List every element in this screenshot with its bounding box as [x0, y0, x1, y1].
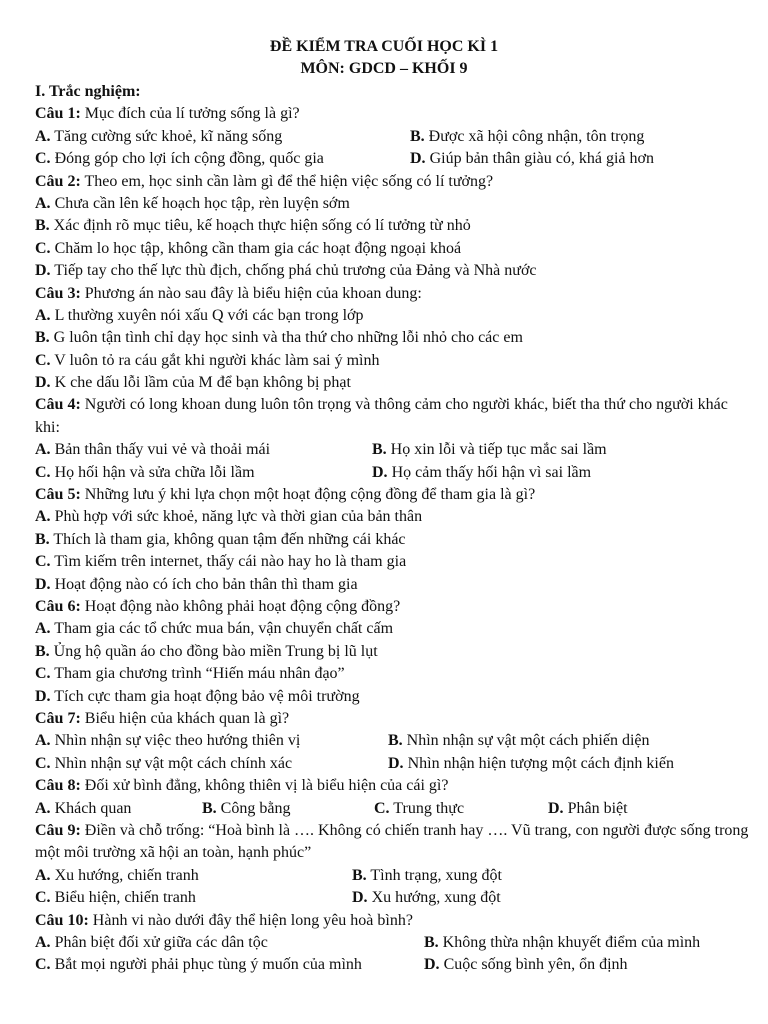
option-c: [35, 462, 255, 484]
options-row: [35, 798, 750, 820]
option-text: Họ hối hận và sửa chữa lỗi lầm: [54, 463, 255, 481]
option-letter: B.: [388, 732, 403, 750]
option-d: [35, 686, 750, 708]
question-9: [35, 820, 750, 865]
option-b: [35, 529, 750, 551]
question-3: [35, 283, 750, 305]
option-text: Hoạt động nào có ích cho bản thân thì tham gia: [54, 575, 358, 593]
option-text: Tiếp tay cho thế lực thù địch, chống phá chủ trương của Đảng và Nhà nước: [54, 262, 537, 280]
question-1: [35, 103, 750, 125]
option-d: [372, 462, 591, 484]
option-a: [35, 439, 270, 461]
option-b: [352, 865, 502, 887]
option-d: [548, 798, 628, 820]
option-text: Công bằng: [220, 799, 291, 817]
option-letter: A.: [35, 441, 51, 459]
question-label: Câu 5:: [35, 486, 81, 504]
option-text: V luôn tỏ ra cáu gắt khi người khác làm sai ý mình: [54, 351, 380, 369]
option-d: [35, 260, 750, 282]
question-5: [35, 484, 750, 506]
option-text: Xu hướng, chiến tranh: [54, 866, 199, 884]
option-a: [35, 932, 268, 954]
option-text: Được xã hội công nhận, tôn trọng: [428, 127, 645, 145]
option-letter: D.: [548, 799, 564, 817]
option-letter: C.: [35, 463, 51, 481]
option-text: Không thừa nhận khuyết điểm của mình: [442, 933, 701, 951]
option-text: K che dấu lỗi lầm của M để bạn không bị phạt: [54, 374, 351, 392]
option-text: Phân biệt đối xử giữa các dân tộc: [54, 933, 268, 951]
question-text: Phương án nào sau đây là biểu hiện của khoan dung:: [84, 284, 422, 302]
option-letter: C.: [35, 239, 51, 257]
option-text: Họ cảm thấy hối hận vì sai lầm: [391, 463, 592, 481]
option-letter: B.: [352, 866, 367, 884]
option-b: [35, 327, 750, 349]
question-label: Câu 1:: [35, 105, 81, 123]
exam-content: [35, 81, 750, 977]
options-row: [35, 954, 750, 976]
option-text: Tham gia các tổ chức mua bán, vận chuyển chất cấm: [54, 620, 394, 638]
option-letter: C.: [35, 889, 51, 907]
exam-subject: MÔN: GDCD – KHỐI 9: [300, 60, 468, 77]
option-text: Cuộc sống bình yên, ổn định: [443, 956, 628, 974]
option-letter: A.: [35, 306, 51, 324]
option-text: L thường xuyên nói xấu Q với các bạn trong lớp: [54, 306, 364, 324]
option-letter: A.: [35, 620, 51, 638]
question-4: [35, 394, 750, 439]
option-text: Họ xin lỗi và tiếp tục mắc sai lầm: [390, 441, 607, 459]
option-letter: C.: [374, 799, 390, 817]
option-a: [35, 798, 131, 820]
option-a: [35, 305, 750, 327]
option-c: [35, 350, 750, 372]
option-text: Thích là tham gia, không quan tậm đến những cái khác: [53, 530, 406, 548]
option-letter: A.: [35, 508, 51, 526]
option-a: [35, 506, 750, 528]
option-text: Phân biệt: [567, 799, 628, 817]
option-letter: C.: [35, 351, 51, 369]
question-6: [35, 596, 750, 618]
question-text: Theo em, học sinh cần làm gì để thể hiện việc sống có lí tưởng?: [84, 172, 494, 190]
question-label: Câu 4:: [35, 396, 81, 414]
option-letter: D.: [35, 575, 51, 593]
question-label: Câu 9:: [35, 821, 81, 839]
option-letter: B.: [35, 217, 50, 235]
question-8: [35, 775, 750, 797]
question-10: [35, 910, 750, 932]
option-letter: A.: [35, 799, 51, 817]
option-text: Nhìn nhận sự vật một cách phiến diện: [406, 732, 650, 750]
option-letter: B.: [410, 127, 425, 145]
option-text: Xác định rõ mục tiêu, kế hoạch thực hiện sống có lí tưởng từ nhỏ: [53, 217, 471, 235]
option-b: [410, 126, 644, 148]
option-text: Đóng góp cho lợi ích cộng đồng, quốc gia: [54, 150, 324, 168]
option-text: Tìm kiếm trên internet, thấy cái nào hay ho là tham gia: [54, 553, 407, 571]
option-text: Tình trạng, xung đột: [370, 866, 502, 884]
option-letter: A.: [35, 732, 51, 750]
option-c: [35, 663, 750, 685]
option-text: Nhìn nhận hiện tượng một cách định kiến: [407, 754, 674, 772]
option-b: [35, 215, 750, 237]
option-c: [35, 954, 362, 976]
question-text: Hoạt động nào không phải hoạt động cộng đồng?: [84, 598, 401, 616]
option-text: Ủng hộ quần áo cho đồng bào miền Trung bị lũ lụt: [53, 642, 378, 660]
question-label: Câu 6:: [35, 598, 81, 616]
option-text: Nhìn nhận sự vật một cách chính xác: [54, 754, 293, 772]
option-text: Chăm lo học tập, không cần tham gia các hoạt động ngoại khoá: [54, 239, 462, 257]
option-letter: A.: [35, 127, 51, 145]
option-letter: B.: [35, 530, 50, 548]
option-letter: D.: [388, 754, 404, 772]
option-d: [35, 574, 750, 596]
option-c: [35, 887, 196, 909]
option-text: Nhìn nhận sự việc theo hướng thiên vị: [54, 732, 301, 750]
option-a: [35, 193, 750, 215]
option-a: [35, 730, 300, 752]
option-d: [35, 372, 750, 394]
exam-title: ĐỀ KIỂM TRA CUỐI HỌC KÌ 1: [269, 38, 499, 55]
option-letter: D.: [352, 889, 368, 907]
question-text: Đối xử bình đẳng, không thiên vị là biểu hiện của cái gì?: [84, 777, 449, 795]
option-letter: B.: [424, 933, 439, 951]
question-text: Điền và chỗ trống: “Hoà bình là …. Không có chiến tranh hay …. Vũ trang, con người được sống trong một môi trường xã hội an toàn, hạnh phúc”: [35, 821, 749, 862]
option-text: Tăng cường sức khoẻ, kĩ năng sống: [54, 127, 283, 145]
option-text: Tham gia chương trình “Hiến máu nhân đạo”: [54, 665, 345, 683]
question-text: Biểu hiện của khách quan là gì?: [84, 709, 290, 727]
option-text: G luôn tận tình chỉ dạy học sinh và tha thứ cho những lỗi nhỏ cho các em: [53, 329, 523, 347]
option-letter: B.: [202, 799, 217, 817]
option-d: [410, 148, 654, 170]
option-letter: C.: [35, 754, 51, 772]
option-text: Giúp bản thân giàu có, khá giả hơn: [429, 150, 654, 168]
option-letter: D.: [35, 374, 51, 392]
options-row: [35, 932, 750, 954]
option-d: [424, 954, 628, 976]
option-c: [35, 238, 750, 260]
options-row: [35, 887, 750, 909]
option-letter: D.: [410, 150, 426, 168]
section-heading: I. Trắc nghiệm:: [35, 83, 141, 100]
question-text: Người có long khoan dung luôn tôn trọng và thông cảm cho người khác, biết tha thứ cho người khác khi:: [35, 396, 728, 436]
question-label: Câu 2:: [35, 172, 81, 190]
options-row: [35, 148, 750, 170]
option-b: [202, 798, 290, 820]
question-text: Những lưu ý khi lựa chọn một hoạt động cộng đồng để tham gia là gì?: [84, 486, 536, 504]
question-text: Mục đích của lí tưởng sống là gì?: [84, 105, 300, 123]
option-a: [35, 126, 282, 148]
option-letter: B.: [35, 329, 50, 347]
option-text: Tích cực tham gia hoạt động bảo vệ môi trường: [54, 687, 360, 705]
option-letter: C.: [35, 150, 51, 168]
option-text: Bắt mọi người phải phục tùng ý muốn của mình: [54, 956, 362, 974]
option-letter: C.: [35, 665, 51, 683]
option-c: [374, 798, 464, 820]
option-text: Khách quan: [54, 799, 132, 817]
question-label: Câu 7:: [35, 709, 81, 727]
option-a: [35, 618, 750, 640]
option-text: Biểu hiện, chiến tranh: [54, 889, 196, 907]
options-row: [35, 730, 750, 752]
options-row: [35, 865, 750, 887]
option-c: [35, 148, 324, 170]
options-row: [35, 439, 750, 461]
option-letter: B.: [35, 642, 50, 660]
question-label: Câu 3:: [35, 284, 81, 302]
option-letter: D.: [372, 463, 388, 481]
option-letter: A.: [35, 933, 51, 951]
option-text: Trung thực: [393, 799, 465, 817]
options-row: [35, 462, 750, 484]
option-c: [35, 551, 750, 573]
option-letter: B.: [372, 441, 387, 459]
question-7: [35, 708, 750, 730]
option-text: Phù hợp với sức khoẻ, năng lực và thời gian của bản thân: [54, 508, 423, 526]
option-b: [372, 439, 607, 461]
option-letter: C.: [35, 956, 51, 974]
option-letter: D.: [35, 262, 51, 280]
option-letter: D.: [35, 687, 51, 705]
question-text: Hành vi nào dưới đây thể hiện long yêu hoà bình?: [92, 911, 413, 929]
option-d: [388, 753, 674, 775]
option-letter: C.: [35, 553, 51, 571]
option-b: [424, 932, 700, 954]
question-label: Câu 10:: [35, 911, 89, 929]
question-label: Câu 8:: [35, 777, 81, 795]
option-b: [35, 641, 750, 663]
option-letter: A.: [35, 866, 51, 884]
option-text: Bản thân thấy vui vẻ và thoải mái: [54, 441, 271, 459]
option-d: [352, 887, 501, 909]
options-row: [35, 126, 750, 148]
option-letter: D.: [424, 956, 440, 974]
option-c: [35, 753, 292, 775]
options-row: [35, 753, 750, 775]
option-text: Xu hướng, xung đột: [371, 889, 501, 907]
option-letter: A.: [35, 194, 51, 212]
option-text: Chưa cần lên kế hoạch học tập, rèn luyện sớm: [54, 194, 350, 212]
option-b: [388, 730, 650, 752]
option-a: [35, 865, 199, 887]
question-2: [35, 171, 750, 193]
